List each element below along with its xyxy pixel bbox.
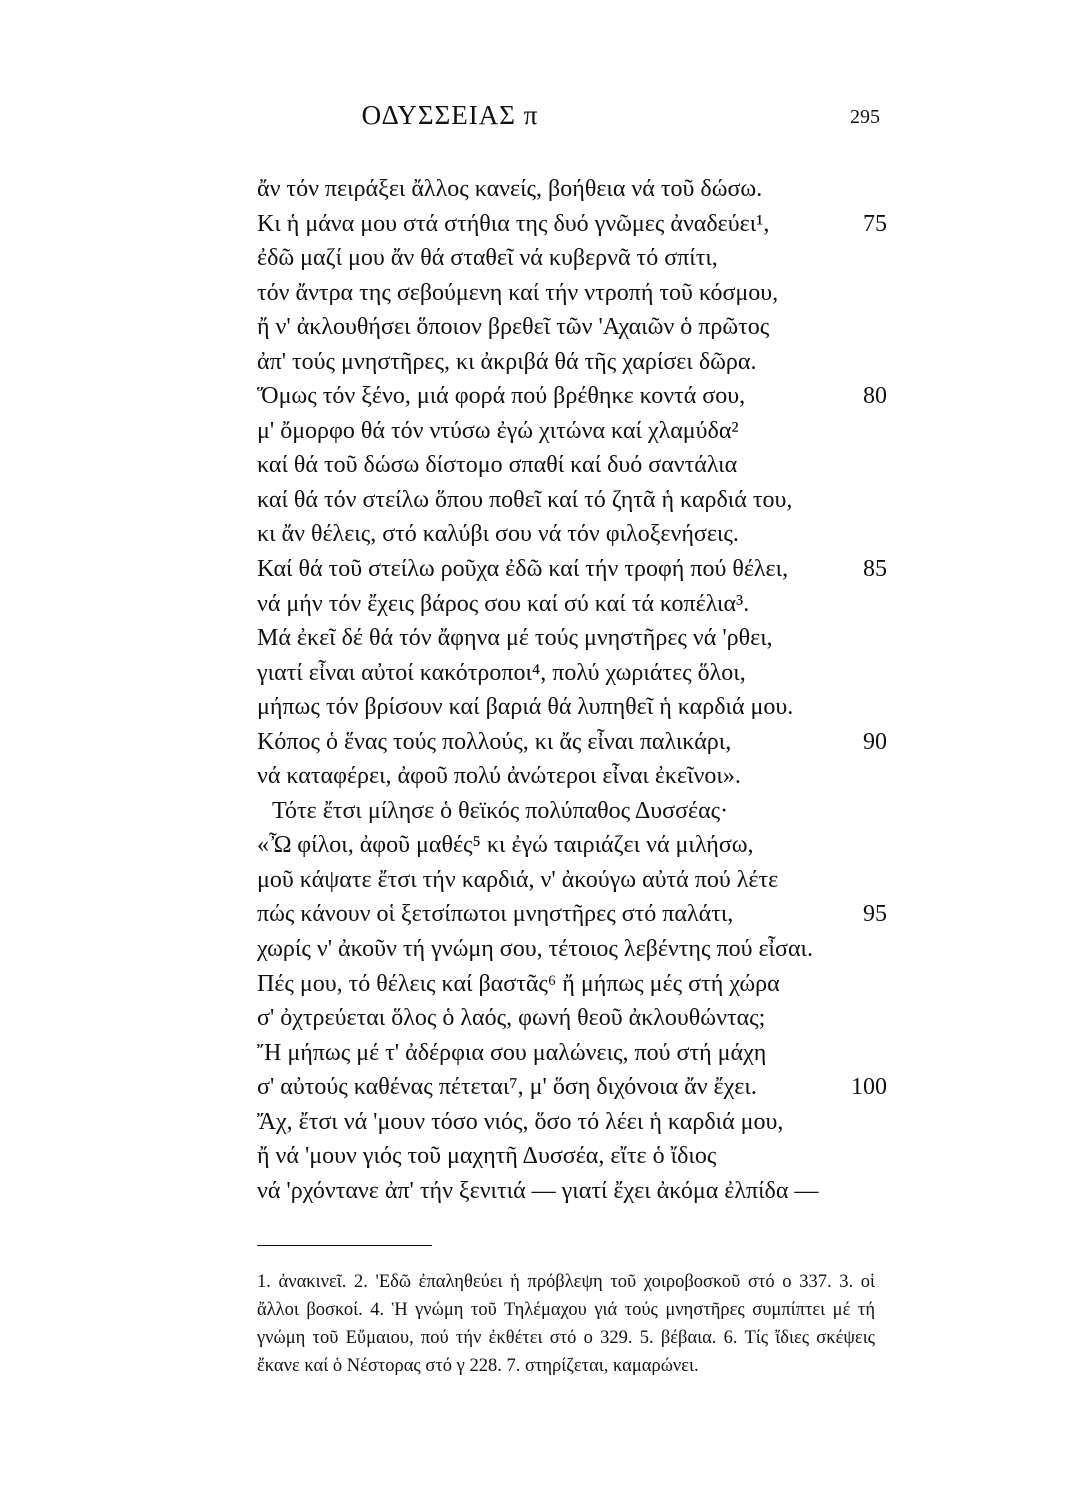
poem-body <box>257 172 897 1208</box>
line-number: 80 <box>863 383 887 410</box>
verse-line <box>257 172 897 207</box>
verse-line <box>257 241 897 276</box>
verse-text: Ὅμως τόν ξένο, μιά φορά πού βρέθηκε κοντά σου, <box>257 383 746 410</box>
verse-line <box>257 414 897 449</box>
verse-text: γιατί εἶναι αὐτοί κακότροποι⁴, πολύ χωριάτες ὅλοι, <box>257 659 746 686</box>
verse-line <box>257 1070 897 1105</box>
verse-text: πώς κάνουν οἱ ξετσίπωτοι μνηστῆρες στό παλάτι, <box>257 901 734 928</box>
verse-text: νά καταφέρει, ἀφοῦ πολύ ἀνώτεροι εἶναι ἐκεῖνοι». <box>257 763 741 790</box>
verse-line <box>257 1174 897 1209</box>
verse-text: καί θά τοῦ δώσω δίστομο σπαθί καί δυό σαντάλια <box>257 452 738 479</box>
line-number: 75 <box>863 210 887 237</box>
verse-text: κι ἄν θέλεις, στό καλύβι σου νά τόν φιλοξενήσεις. <box>257 521 739 548</box>
verse-line <box>257 483 897 518</box>
verse-text: τόν ἄντρα της σεβούμενη καί τήν ντροπή τοῦ κόσμου, <box>257 279 779 306</box>
line-number: 85 <box>863 556 887 583</box>
verse-line <box>257 725 897 760</box>
verse-text: Κόπος ὁ ἕνας τούς πολλούς, κι ἄς εἶναι παλικάρι, <box>257 728 732 755</box>
verse-line <box>257 656 897 691</box>
verse-text: Ἄχ, ἔτσι νά 'μουν τόσο νιός, ὅσο τό λέει ἡ καρδιά μου, <box>257 1108 784 1135</box>
line-number: 95 <box>863 901 887 928</box>
page-number: 295 <box>850 106 880 128</box>
verse-line <box>257 863 897 898</box>
verse-text: σ' αὐτούς καθένας πέτεται⁷, μ' ὅση διχόνοια ἄν ἔχει. <box>257 1074 757 1101</box>
verse-line <box>257 345 897 380</box>
verse-text: μοῦ κάψατε ἔτσι τήν καρδιά, ν' ἀκούγω αὐτά πού λέτε <box>257 866 779 893</box>
verse-line <box>257 828 897 863</box>
verse-text: ἤ νά 'μουν γιός τοῦ μαχητῆ Δυσσέα, εἴτε ὁ ἴδιος <box>257 1143 717 1170</box>
verse-line <box>257 276 897 311</box>
footnote-divider <box>257 1245 432 1246</box>
verse-line <box>257 310 897 345</box>
verse-text: ἤ ν' ἀκλουθήσει ὅποιον βρεθεῖ τῶν 'Αχαιῶν ὁ πρῶτος <box>257 314 770 341</box>
verse-line <box>257 1036 897 1071</box>
verse-text: νά 'ρχόντανε ἀπ' τήν ξενιτιά — γιατί ἔχει ἀκόμα ἐλπίδα — <box>257 1177 819 1204</box>
verse-line <box>257 448 897 483</box>
verse-line <box>257 967 897 1002</box>
verse-line <box>257 759 897 794</box>
running-head-title: ΟΔΥΣΣΕΙΑΣ π <box>361 100 539 130</box>
verse-line <box>257 1105 897 1140</box>
verse-line <box>257 897 897 932</box>
verse-text: καί θά τόν στείλω ὅπου ποθεῖ καί τό ζητᾶ ἡ καρδιά του, <box>257 486 793 513</box>
verse-text: Τότε ἔτσι μίλησε ὁ θεϊκός πολύπαθος Δυσσέας· <box>272 797 729 824</box>
footnotes: 1. ἀνακινεῖ. 2. 'Εδῶ ἐπαληθεύει ἡ πρόβλεψη τοῦ χοιροβοσκοῦ στό ο 337. 3. οἱ ἄλλοι βοσκοί. 4. Ἡ γνώμη τοῦ Τηλέμαχου γιά τούς μνηστῆρες συμπίπτει μέ τή γνώμη τοῦ Εὔμαιου, πού τήν ἐκθέτει στό ο 329. 5. βέβαια. 6. Τίς ἴδιες σκέψεις ἔκανε καί ὁ Νέστορας στό γ 228. 7. στηρίζεται, καμαρώνει. <box>257 1272 875 1376</box>
line-number: 100 <box>851 1074 887 1101</box>
line-number: 90 <box>863 728 887 755</box>
verse-line <box>257 207 897 242</box>
verse-text: χωρίς ν' ἀκοῦν τή γνώμη σου, τέτοιος λεβέντης πού εἶσαι. <box>257 936 813 963</box>
verse-text: ἀπ' τούς μνηστῆρες, κι ἀκριβά θά τῆς χαρίσει δῶρα. <box>257 348 757 375</box>
verse-line <box>257 1001 897 1036</box>
verse-text: νά μήν τόν ἔχεις βάρος σου καί σύ καί τά κοπέλια³. <box>257 590 750 617</box>
verse-line <box>257 794 897 829</box>
verse-line <box>257 1139 897 1174</box>
verse-line <box>257 587 897 622</box>
verse-line <box>257 621 897 656</box>
verse-text: μήπως τόν βρίσουν καί βαριά θά λυπηθεῖ ἡ καρδιά μου. <box>257 694 794 721</box>
verse-line <box>257 379 897 414</box>
verse-line <box>257 690 897 725</box>
verse-text: μ' ὄμορφο θά τόν ντύσω ἐγώ χιτώνα καί χλαμύδα² <box>257 417 739 444</box>
verse-text: «Ὦ φίλοι, ἀφοῦ μαθές⁵ κι ἐγώ ταιριάζει νά μιλήσω, <box>257 832 754 859</box>
verse-text: ἄν τόν πειράξει ἄλλος κανείς, βοήθεια νά τοῦ δώσω. <box>257 176 763 202</box>
verse-text: Μά ἐκεῖ δέ θά τόν ἄφηνα μέ τούς μνηστῆρες νά 'ρθει, <box>257 625 773 652</box>
verse-line <box>257 552 897 587</box>
verse-text: σ' ὀχτρεύεται ὅλος ὁ λαός, φωνή θεοῦ ἀκλουθώντας; <box>257 1005 766 1032</box>
verse-text: ἐδῶ μαζί μου ἄν θά σταθεῖ νά κυβερνᾶ τό σπίτι, <box>257 245 718 272</box>
verse-text: Κι ἡ μάνα μου στά στήθια της δυό γνῶμες ἀναδεύει¹, <box>257 210 770 237</box>
verse-line <box>257 517 897 552</box>
verse-text: Πές μου, τό θέλεις καί βαστᾶς⁶ ἤ μήπως μές στή χώρα <box>257 970 780 997</box>
verse-text: Ἤ μήπως μέ τ' ἀδέρφια σου μαλώνεις, πού στή μάχη <box>257 1039 767 1066</box>
verse-text: Καί θά τοῦ στείλω ροῦχα ἐδῶ καί τήν τροφή πού θέλει, <box>257 556 789 583</box>
verse-line <box>257 932 897 967</box>
